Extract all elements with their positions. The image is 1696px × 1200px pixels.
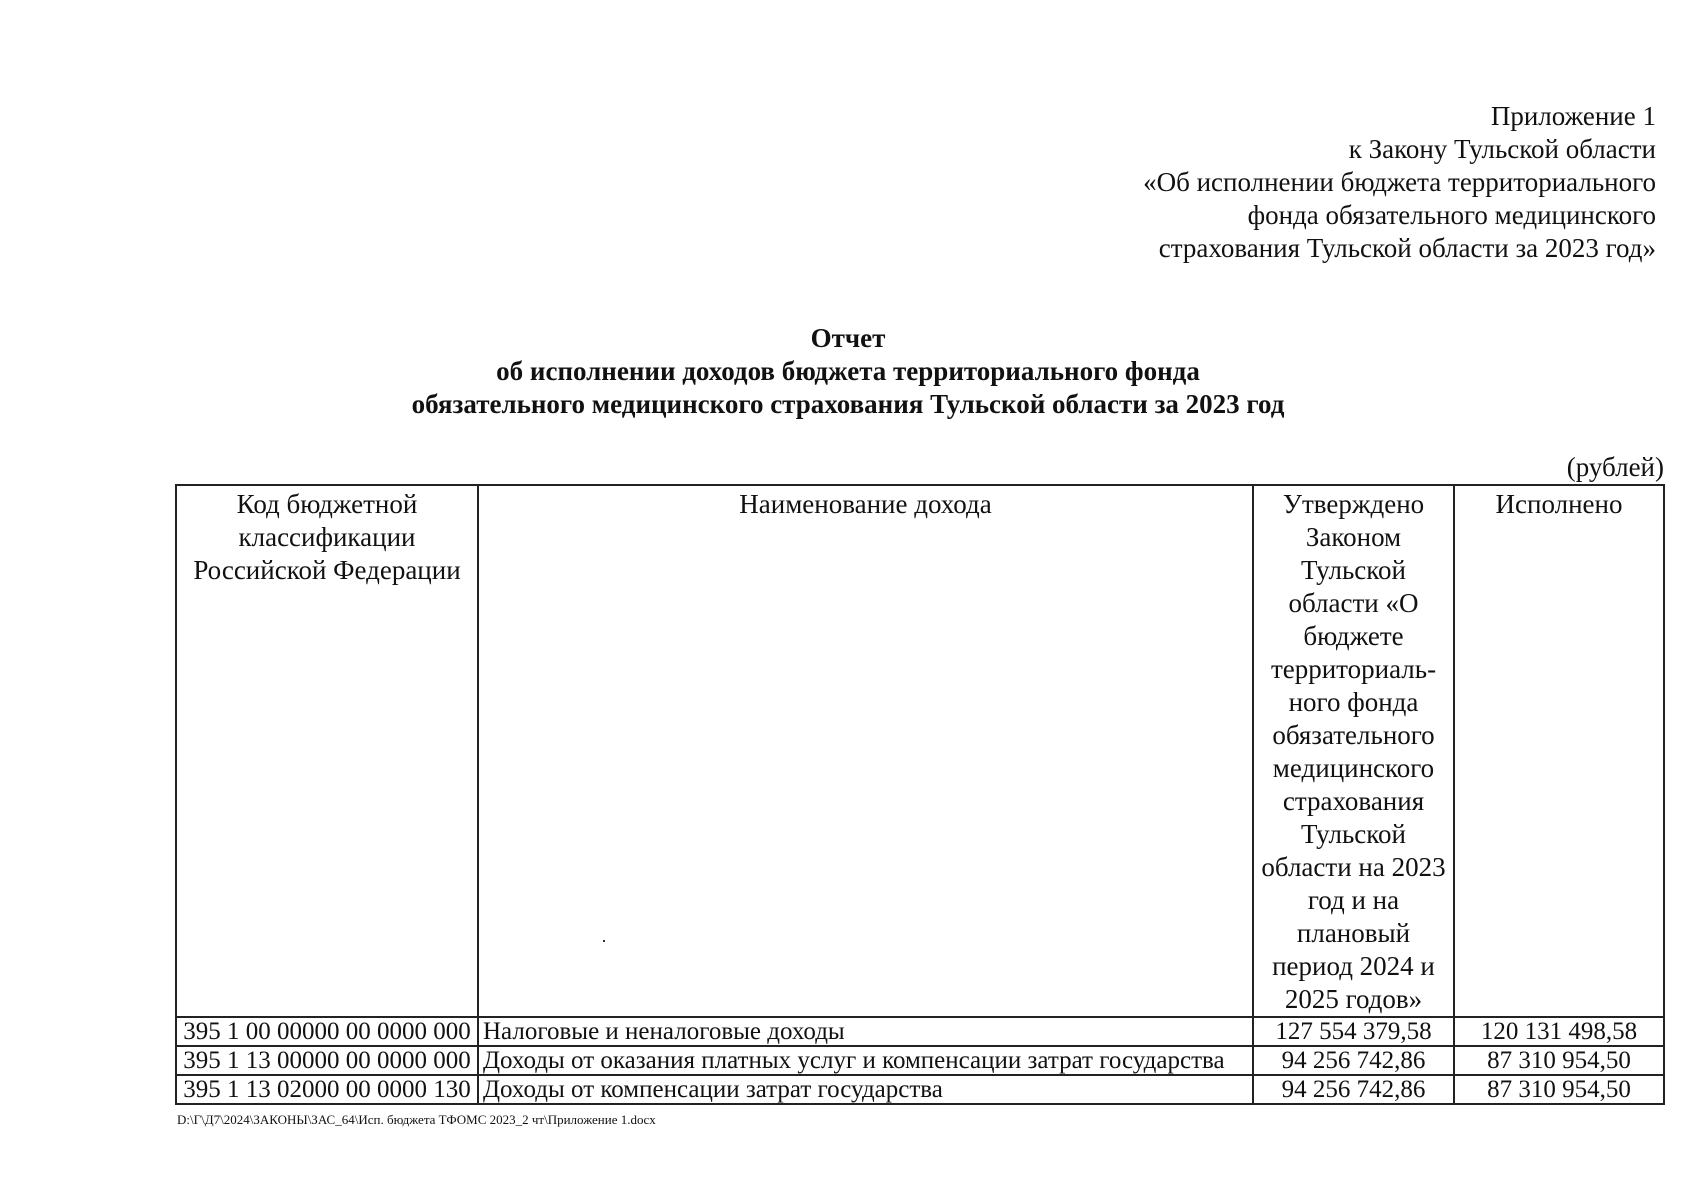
file-path-footer: D:\Г\Д7\2024\ЗАКОНЫ\ЗАС_64\Исп. бюджета ТФОМС 2023_2 чт\Приложение 1.docx: [177, 1112, 656, 1127]
header-approved: Утверждено Законом Тульской области «О бюджете территориаль-ного фонда обязательного медицинского страхования Тульской области на 2023 год и на плановый период 2024 и 2025 годов»: [1253, 485, 1454, 1017]
scan-speck: [603, 940, 605, 942]
table-row: [176, 1075, 1664, 1104]
row-approved: 127 554 379,58: [1253, 1017, 1454, 1046]
row-name: Налоговые и неналоговые доходы: [478, 1017, 1253, 1046]
table-row: [176, 1017, 1664, 1046]
row-name: Доходы от оказания платных услуг и компенсации затрат государства: [478, 1046, 1253, 1075]
row-executed: 87 310 954,50: [1454, 1046, 1664, 1075]
row-approved: 94 256 742,86: [1253, 1046, 1454, 1075]
title-line: Отчет: [810, 323, 886, 353]
row-name: Доходы от компенсации затрат государства: [478, 1075, 1253, 1104]
appendix-line: к Закону Тульской области: [1348, 134, 1656, 164]
row-executed: 87 310 954,50: [1454, 1075, 1664, 1104]
table-header-row: [176, 485, 1664, 1017]
appendix-line: фонда обязательного медицинского: [1247, 200, 1656, 230]
row-executed: 120 131 498,58: [1454, 1017, 1664, 1046]
income-report-table: [175, 484, 1665, 1105]
row-code: 395 1 00 00000 00 0000 000: [176, 1017, 478, 1046]
appendix-line: Приложение 1: [1490, 101, 1656, 131]
appendix-header: [1143, 100, 1656, 265]
title-line: об исполнении доходов бюджета территориального фонда: [496, 356, 1200, 386]
title-line: обязательного медицинского страхования Тульской области за 2023 год: [411, 389, 1285, 419]
row-code: 395 1 13 02000 00 0000 130: [176, 1075, 478, 1104]
header-code: Код бюджетной классификации Российской Федерации: [176, 485, 478, 1017]
table-row: [176, 1046, 1664, 1075]
header-name: Наименование дохода: [478, 485, 1253, 1017]
appendix-line: «Об исполнении бюджета территориального: [1143, 167, 1656, 197]
appendix-line: страхования Тульской области за 2023 год»: [1158, 233, 1656, 263]
row-code: 395 1 13 00000 00 0000 000: [176, 1046, 478, 1075]
report-title: [0, 322, 1696, 421]
row-approved: 94 256 742,86: [1253, 1075, 1454, 1104]
header-executed: Исполнено: [1454, 485, 1664, 1017]
units-label: (рублей): [1566, 452, 1664, 482]
